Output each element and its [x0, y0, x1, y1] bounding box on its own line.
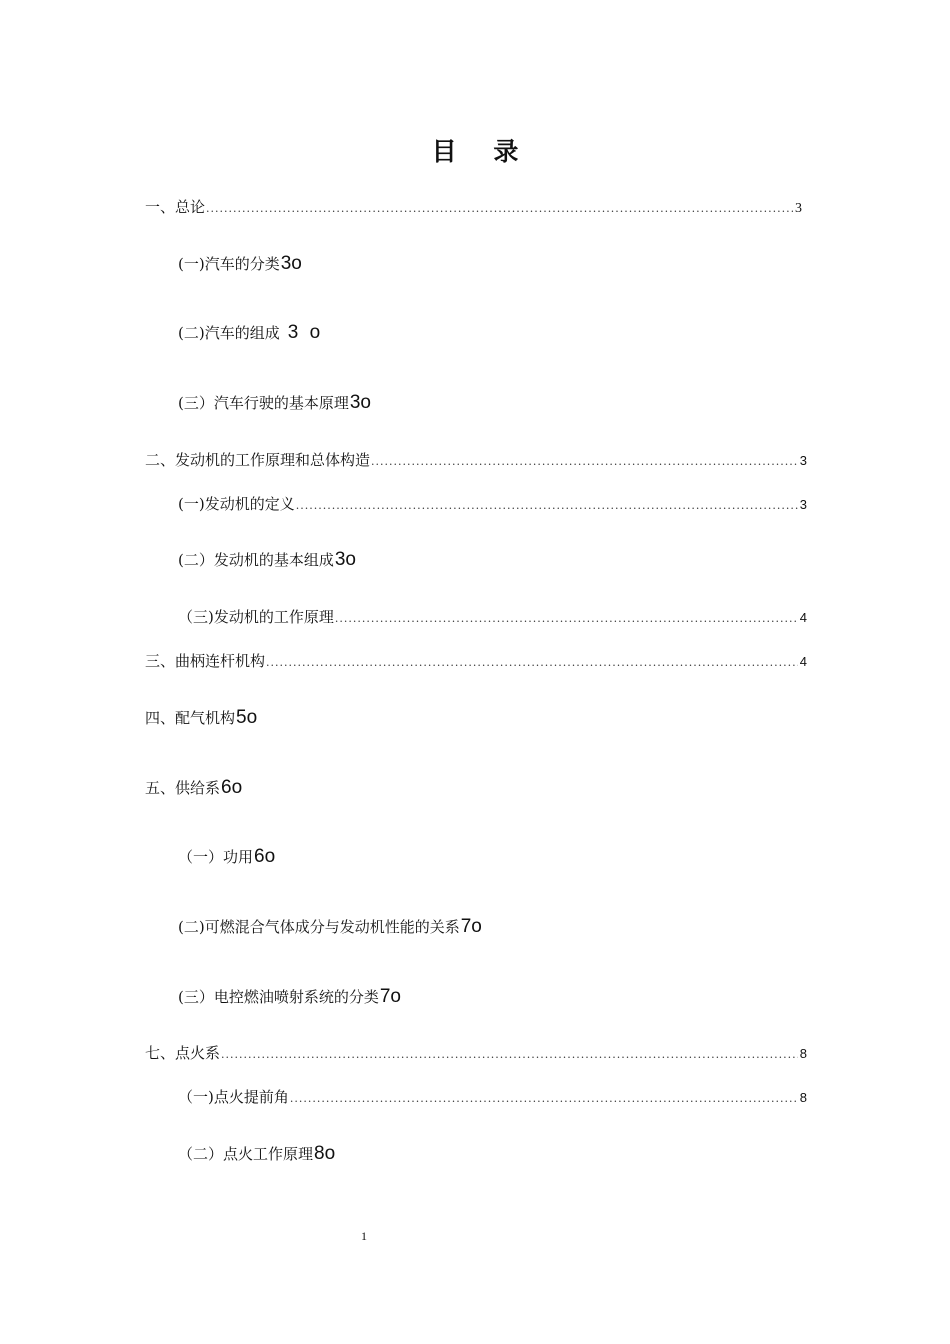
toc-entry-page: 3 — [799, 497, 807, 512]
toc-entry-fadongji-zucheng[interactable] — [178, 550, 356, 570]
toc-entry-page: 4 — [799, 610, 807, 625]
toc-entry-label: 一、总论 — [145, 198, 206, 216]
dot-leader — [290, 1089, 798, 1109]
dot-leader — [371, 452, 798, 472]
page-number: 1 — [361, 1229, 367, 1243]
toc-entry-kerran[interactable] — [178, 917, 482, 937]
toc-entry-label: 五、供给系 — [145, 779, 221, 797]
toc-entry-dianhuo[interactable] — [145, 1043, 807, 1065]
toc-entry-label: (一)发动机的定义 — [178, 495, 295, 513]
toc-entry-label: (三）电控燃油喷射系统的分类 — [178, 988, 379, 1006]
dot-leader — [335, 609, 798, 629]
toc-entry-zonglun[interactable] — [145, 197, 802, 219]
toc-entry-page: 3o — [349, 392, 371, 413]
toc-entry-fadongji[interactable] — [145, 450, 807, 472]
dot-leader — [206, 199, 793, 219]
toc-entry-peiqi[interactable] — [145, 708, 257, 728]
toc-entry-page: 3 — [799, 453, 807, 468]
toc-entry-label: （二）点火工作原理 — [178, 1145, 314, 1163]
toc-entry-page: 6o — [254, 846, 276, 867]
toc-entry-gongji[interactable] — [145, 778, 242, 798]
toc-entry-page: 4 — [799, 654, 807, 669]
toc-entry-qubing[interactable] — [145, 651, 807, 673]
toc-entry-label: （三)发动机的工作原理 — [178, 608, 334, 626]
toc-entry-page: 8o — [314, 1143, 336, 1164]
toc-entry-page: 8 — [799, 1046, 807, 1061]
toc-entry-page: 7o — [379, 986, 401, 1007]
dot-leader — [296, 496, 798, 516]
dot-leader — [221, 1045, 798, 1065]
toc-entry-page: 3o — [280, 253, 302, 274]
toc-entry-fadongji-yuanli[interactable] — [178, 607, 807, 629]
toc-entry-fadongji-dingyi[interactable] — [178, 494, 807, 516]
toc-entry-page: 5o — [236, 707, 258, 728]
toc-entry-page: 3o — [334, 549, 356, 570]
toc-entry-qiche-fenlei[interactable] — [178, 254, 302, 274]
toc-entry-page: 8 — [799, 1090, 807, 1105]
toc-entry-label: 四、配气机构 — [145, 709, 236, 727]
toc-entry-label: (一)汽车的分类 — [178, 255, 280, 273]
dot-leader — [266, 653, 798, 673]
toc-entry-label: (二）发动机的基本组成 — [178, 551, 334, 569]
toc-entry-label: (二)汽车的组成 — [178, 324, 280, 342]
toc-entry-tiqianjiao[interactable] — [178, 1087, 807, 1109]
toc-entry-page: 3 o — [287, 322, 324, 343]
toc-entry-diankong[interactable] — [178, 987, 401, 1007]
toc-entry-label: （一）功用 — [178, 848, 254, 866]
toc-entry-label: (三）汽车行驶的基本原理 — [178, 394, 349, 412]
toc-entry-page: 7o — [460, 916, 482, 937]
page-title: 目 录 — [431, 137, 533, 166]
toc-entry-label: （一)点火提前角 — [178, 1088, 289, 1106]
toc-entry-qiche-zucheng[interactable] — [178, 323, 323, 343]
toc-entry-label: 三、曲柄连杆机构 — [145, 652, 266, 670]
toc-entry-gongyong[interactable] — [178, 847, 275, 867]
toc-entry-page: 3 — [795, 201, 802, 216]
toc-entry-label: 二、发动机的工作原理和总体构造 — [145, 451, 371, 469]
toc-entry-page: 6o — [221, 777, 243, 798]
toc-entry-dianhuo-yuanli[interactable] — [178, 1144, 335, 1164]
toc-entry-xingshi-yuanli[interactable] — [178, 393, 371, 413]
toc-entry-label: (二)可燃混合气体成分与发动机性能的关系 — [178, 918, 460, 936]
toc-entry-label: 七、点火系 — [145, 1044, 221, 1062]
